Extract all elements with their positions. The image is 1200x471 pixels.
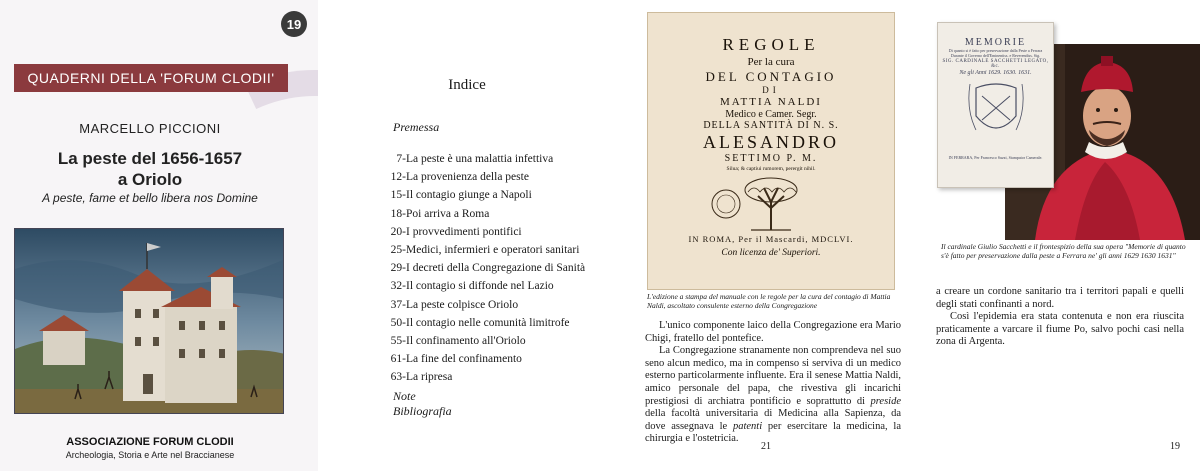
index-entry-title: La ripresa [406,371,453,384]
index-entry-page: 50- [390,316,406,329]
index-entry [358,314,585,332]
memorie-imprint: IN FERRARA, Per Francesco Suzzi, Stampator Camerale. [948,155,1043,160]
index-entry [358,277,585,295]
memorie-frontispiece [937,22,1054,188]
frontispiece-imprint: IN ROMA, Per il Mascardi, MDCLVI. [688,234,854,244]
frontispiece-pope-name: ALESANDRO [702,132,839,152]
index-entry [358,168,585,186]
regole-body-text [645,320,901,446]
index-entry-title: Il confinamento all'Oriolo [406,334,526,347]
index-back-matter [393,389,452,419]
index-entry-page: 7- [396,153,406,165]
body-paragraph: Così l'epidemia era stata contenuta e non era riuscita praticamente a varcare il fiume Po, salvo pochi casi nella zona di Argenta. [936,311,1184,348]
frontispiece-line: SETTIMO P. M. [724,153,818,164]
index-entry-title: Medici, infermieri e operatori sanitari [406,243,580,256]
memorie-page [920,0,1200,471]
frontispiece-author: MATTIA NALDI [720,96,822,108]
memorie-title: MEMORIE [964,37,1027,48]
issue-number-badge: 19 [281,11,307,37]
index-entry-title: La peste è una malattia infettiva [406,153,554,165]
book-title-line-2: a Oriolo [117,170,183,189]
index-entry-page: 18- [390,207,406,220]
memorie-small-text: Di quanto si è fatto per preservazione dalla Peste a Ferrara [948,48,1043,53]
index-entry-title: La fine del confinamento [406,353,522,366]
index-entry-page: 37- [390,298,406,311]
book-subtitle: A peste, fame et bello libera nos Domine [42,191,258,205]
index-entry-page: 63- [390,371,406,384]
index-entry-title: Poi arriva a Roma [406,207,490,220]
index-entry-page: 20- [390,225,406,238]
index-entry-title: Il contagio nelle comunità limitrofe [406,316,570,329]
index-entry-title: I provvedimenti pontifici [406,225,522,238]
index-entry-page: 15- [390,189,406,202]
frontispiece-title: REGOLE [722,35,820,54]
index-entry [358,223,585,241]
author-name: MARCELLO PICCIONI [79,121,221,136]
frontispiece-line: Per la cura [747,56,795,68]
index-entry [358,150,585,168]
memorie-cardinal-name: SIG. CARDINALE SACCHETTI LEGATO, &c. [942,59,1049,69]
index-list [358,150,585,386]
coat-of-arms-icon [966,80,1026,144]
index-entry [358,259,585,277]
frontispiece-line: Medico e Camer. Segr. [725,109,817,120]
index-entry [358,205,585,223]
body-paragraph: L'unico componente laico della Congregazione era Mario Chigi, fratello del pontefice. [645,320,901,344]
regole-frontispiece [647,12,895,290]
frontispiece-line: DEL CONTAGIO [705,69,837,84]
index-entry-title: La peste colpisce Oriolo [406,298,519,311]
index-entry-title: La provenienza della peste [406,171,529,184]
index-bibliography: Bibliografia [393,404,452,418]
index-entry-title: Il contagio si diffonde nel Lazio [406,280,554,293]
index-notes: Note [393,389,416,403]
memorie-body-text [936,286,1184,349]
frontispiece-caption: L'edizione a stampa del manuale con le regole per la cura del contagio di Mattia Naldi, ascoltato consulente esterno della Congregazione [647,292,891,310]
frontispiece-licence: Con licenza de' Superiori. [721,248,821,258]
index-entry-title: I decreti della Congregazione di Sanità [406,262,586,275]
memorie-small-text: Durante il Governo dell'Eminentiss. e Reverendiss. Sig. [950,53,1041,58]
book-title [0,148,300,190]
index-entry [358,186,585,204]
publisher-tagline: Archeologia, Storia e Arte nel Braccianese [65,450,235,460]
memorie-caption: Il cardinale Giulio Sacchetti e il frontespizio della sua opera "Memorie di quanto s'è fatto per preservazione dalla peste a Ferrara ne' gli anni 1629 1630 1631" [941,242,1186,260]
painting-illustration [15,229,284,414]
index-entry-page: 12- [390,171,406,184]
index-entry [358,332,585,350]
book-title-line-1: La peste del 1656-1657 [57,149,243,168]
page-number: 19 [1170,441,1180,452]
index-entry [358,296,585,314]
index-heading: Indice [448,77,486,93]
index-entry [358,368,585,386]
frontispiece-line: DELLA SANTITÀ DI N. S. [703,120,839,131]
index-entry-page: 61- [390,353,406,366]
index-entry-page: 32- [390,280,406,293]
body-paragraph-text: La Congregazione stranamente non comprendeva nel suo seno alcun medico, ma in compenso si serviva di un medico esterno particolarmente influente. Era il senese Mattia Naldi, amico personale del papa, che rivestiva gli incarichi prestigiosi di archiatra pontificio e soprattutto di preside della facoltà universitaria di Medicina alla Sapienza, da dove assegnava le patenti per esercitare la medicina, la chirurgia e l'ostetricia. [645,345,901,445]
index-entry-page: 55- [390,334,406,347]
index-entry-title: Il contagio giunge a Napoli [406,189,532,202]
index-entry [358,350,585,368]
publisher-name: ASSOCIAZIONE FORUM CLODII [66,436,234,448]
table-of-contents-page [318,0,616,471]
frontispiece-motto: Silua; & captiui rumorem, perergit nihil. [726,166,816,172]
series-title-bar: QUADERNI DELLA 'FORUM CLODII' [14,64,288,92]
body-paragraph: a creare un cordone sanitario tra i territori papali e quelli degli stati confinanti a nord. [936,286,1184,310]
index-entry [358,241,585,259]
body-paragraph [645,345,901,446]
cover-painting [14,228,284,414]
tree-emblem-icon [696,174,846,232]
memorie-years: Ne gli Anni 1629. 1630. 1631. [959,70,1032,76]
index-entry-page: 29- [390,262,406,275]
page-number: 21 [761,441,771,452]
index-entry-page: 25- [390,243,406,256]
book-cover [0,0,318,471]
index-premessa: Premessa [393,120,440,134]
frontispiece-line: DI [762,85,780,95]
regole-page [625,0,907,471]
